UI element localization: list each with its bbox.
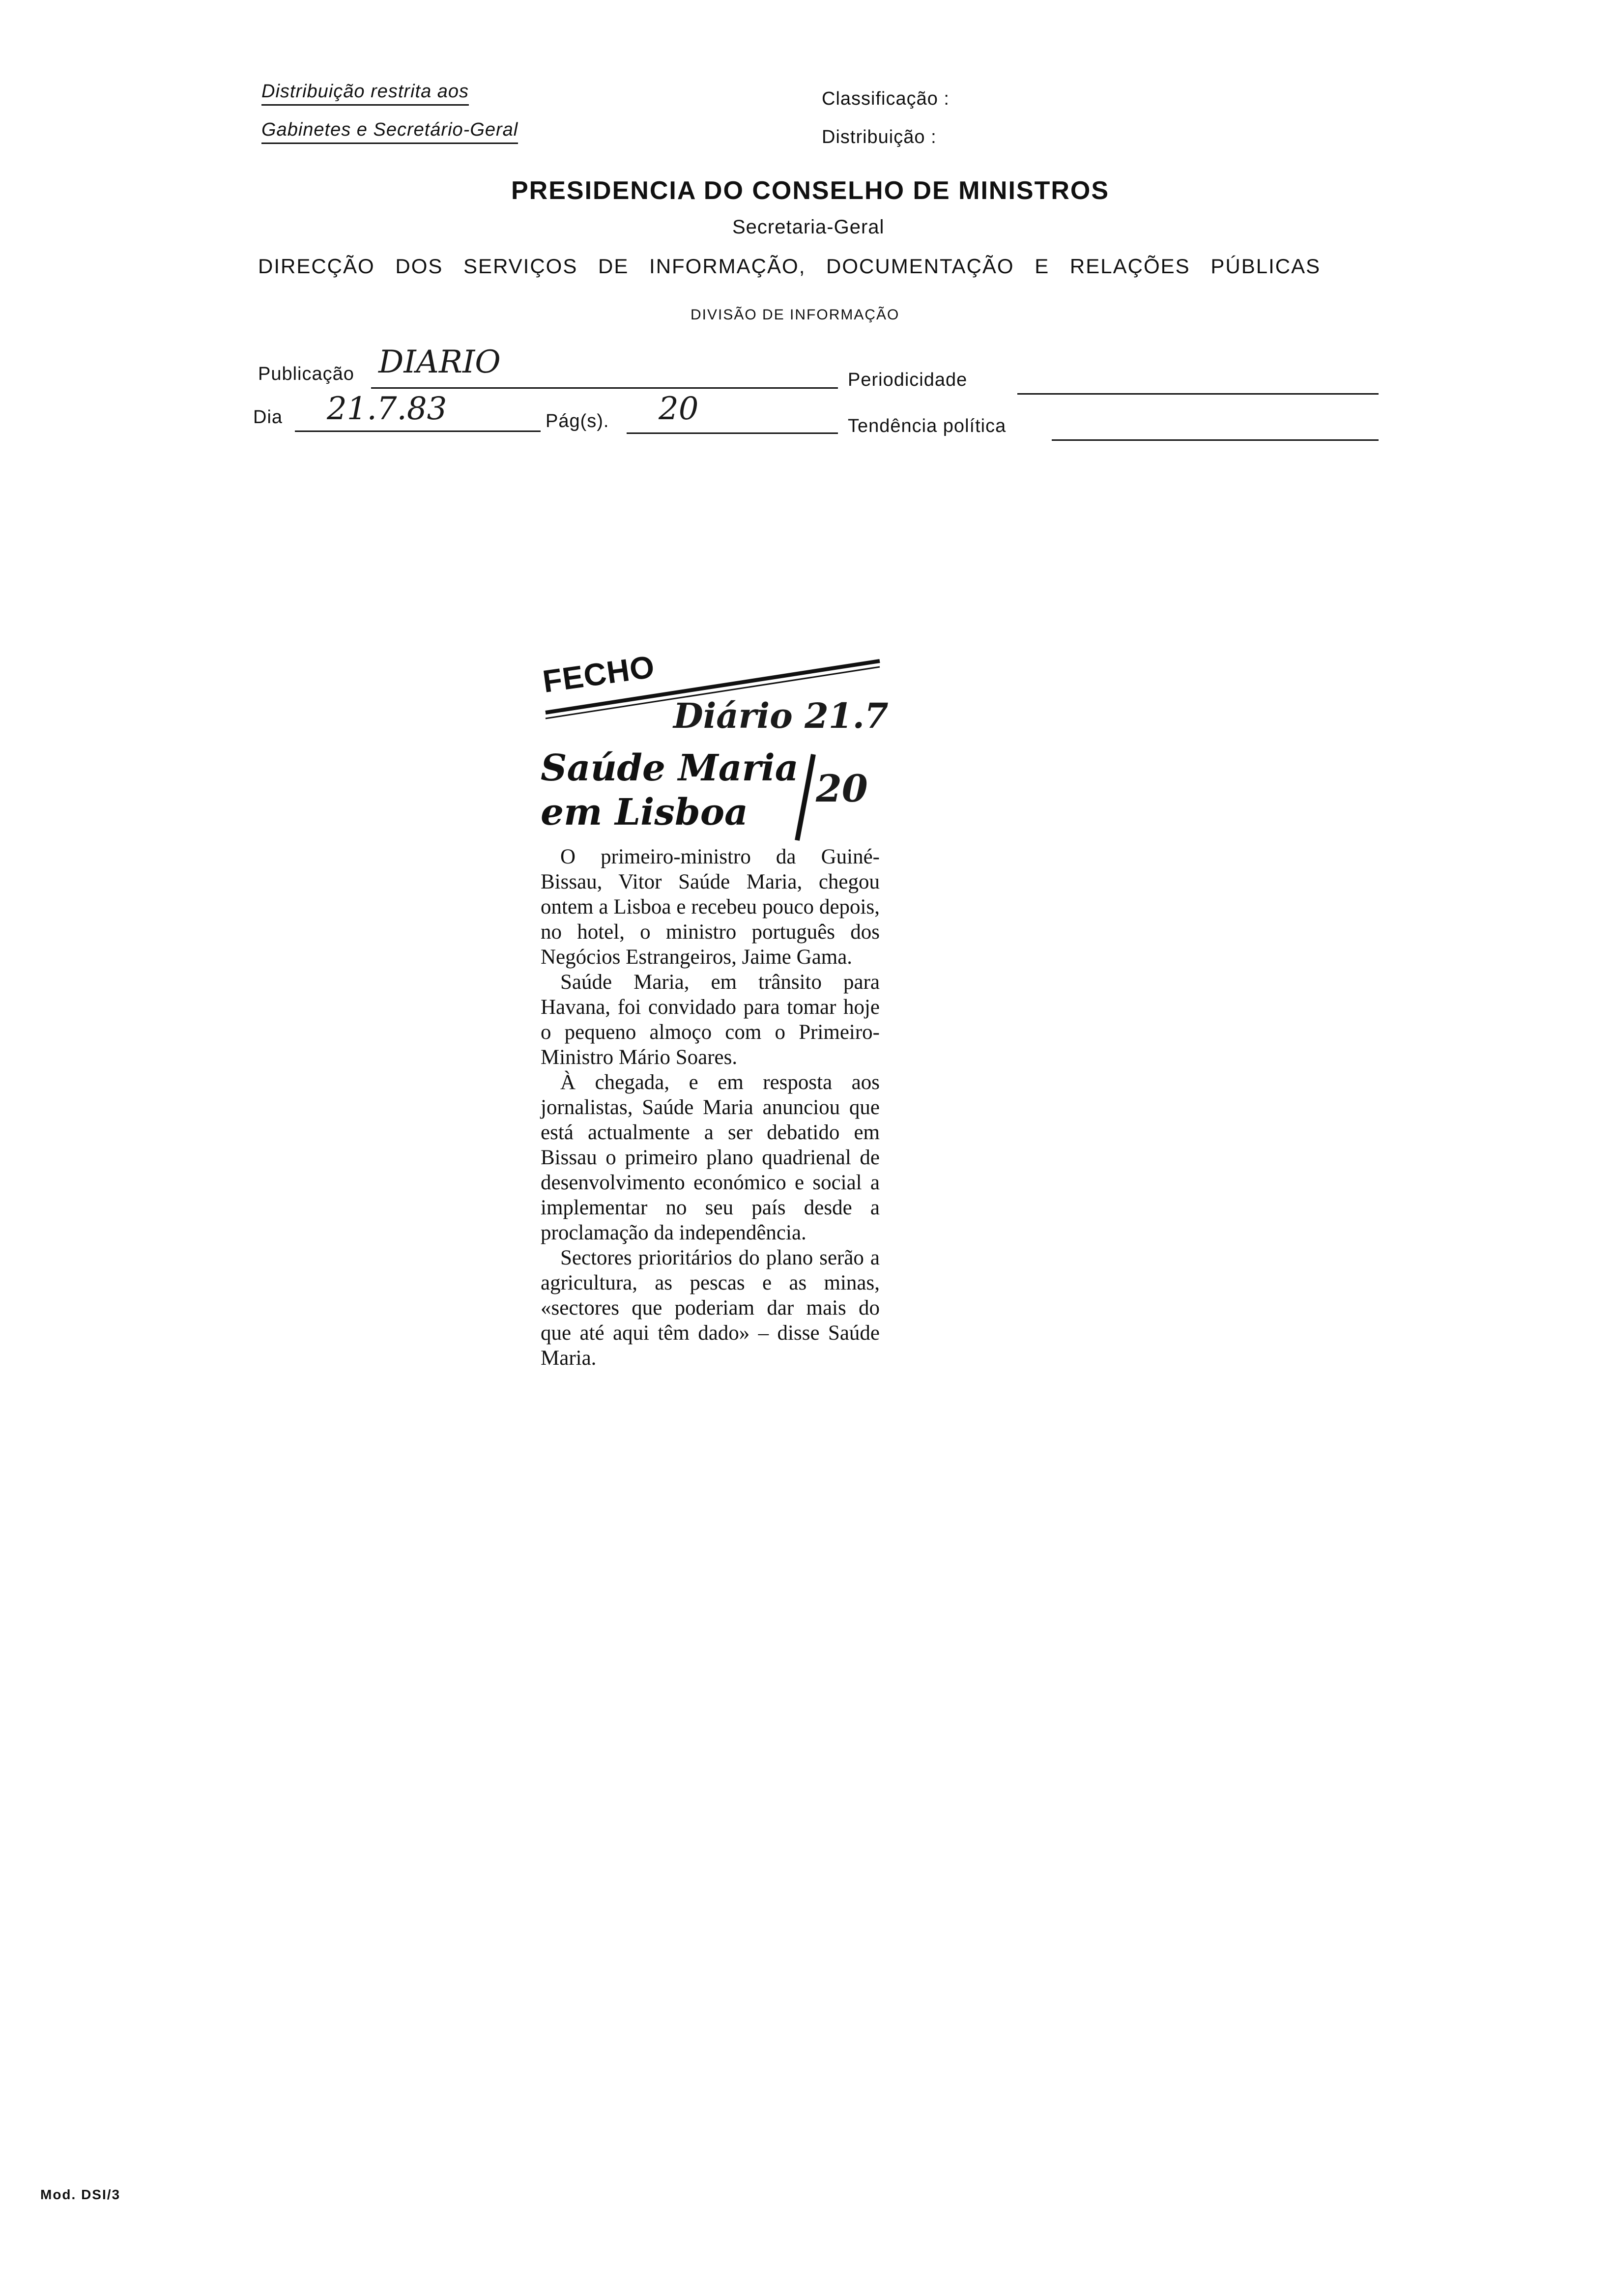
periodicity-field-line bbox=[1017, 393, 1379, 395]
publication-value: DIARIO bbox=[378, 344, 501, 380]
clipping-paragraph: À chegada, e em resposta aos jornalistas, Saúde Maria anunciou que está actualmente a ser debatido em Bissau o primeiro plano quadrienal de desenvolvimento económico e social a implementar no seu país desde a proclamação da independência. bbox=[541, 1071, 880, 1244]
pages-label: Pág(s). bbox=[546, 411, 609, 431]
clipping-headline-line1: Saúde Maria bbox=[541, 747, 799, 789]
clipping-headline-line2: em Lisboa bbox=[541, 791, 748, 833]
page-subtitle: Secretaria-Geral bbox=[732, 216, 885, 238]
page-title: PRESIDENCIA DO CONSELHO DE MINISTROS bbox=[511, 176, 1110, 205]
day-field-line bbox=[295, 430, 541, 432]
clipping-handwritten-note: Diário 21.7 bbox=[673, 695, 889, 736]
distribution-label: Distribuição : bbox=[822, 127, 937, 147]
tendency-field-line bbox=[1052, 439, 1379, 441]
day-label: Dia bbox=[253, 407, 283, 428]
division-name: DIVISÃO DE INFORMAÇÃO bbox=[691, 307, 900, 323]
pages-value: 20 bbox=[659, 391, 699, 427]
tendency-label: Tendência política bbox=[848, 416, 1007, 436]
clipping-handwritten-page: 20 bbox=[816, 767, 868, 810]
clipping-paragraph: Sectores prioritários do plano serão a agricultura, as pescas e as minas, «sectores que poderiam dar mais do que até aqui têm dado» – disse Saúde Maria. bbox=[541, 1246, 880, 1370]
day-value: 21.7.83 bbox=[327, 391, 447, 427]
distribution-restricted-line1: Distribuição restrita aos bbox=[261, 81, 469, 106]
clipping-paragraph: Saúde Maria, em trânsito para Havana, foi convidado para tomar hoje o pequeno almoço com o Primeiro-Ministro Mário Soares. bbox=[541, 971, 880, 1069]
clipping-body bbox=[541, 844, 880, 1371]
clipping-section-label: FECHO bbox=[540, 648, 657, 700]
form-model-code: Mod. DSI/3 bbox=[40, 2187, 121, 2202]
publication-label: Publicação bbox=[258, 364, 354, 384]
classification-label: Classificação : bbox=[822, 88, 950, 109]
distribution-restricted-line2: Gabinetes e Secretário-Geral bbox=[261, 119, 518, 144]
department-name: DIRECÇÃO DOS SERVIÇOS DE INFORMAÇÃO, DOCUMENTAÇÃO E RELAÇÕES PÚBLICAS bbox=[258, 255, 1321, 278]
periodicity-label: Periodicidade bbox=[848, 370, 968, 390]
pages-field-line bbox=[627, 432, 838, 434]
clipping-paragraph: O primeiro-ministro da Guiné-Bissau, Vitor Saúde Maria, chegou ontem a Lisboa e recebeu pouco depois, no hotel, o ministro português dos Negócios Estrangeiros, Jaime Gama. bbox=[541, 845, 880, 969]
publication-field-line bbox=[371, 387, 838, 389]
